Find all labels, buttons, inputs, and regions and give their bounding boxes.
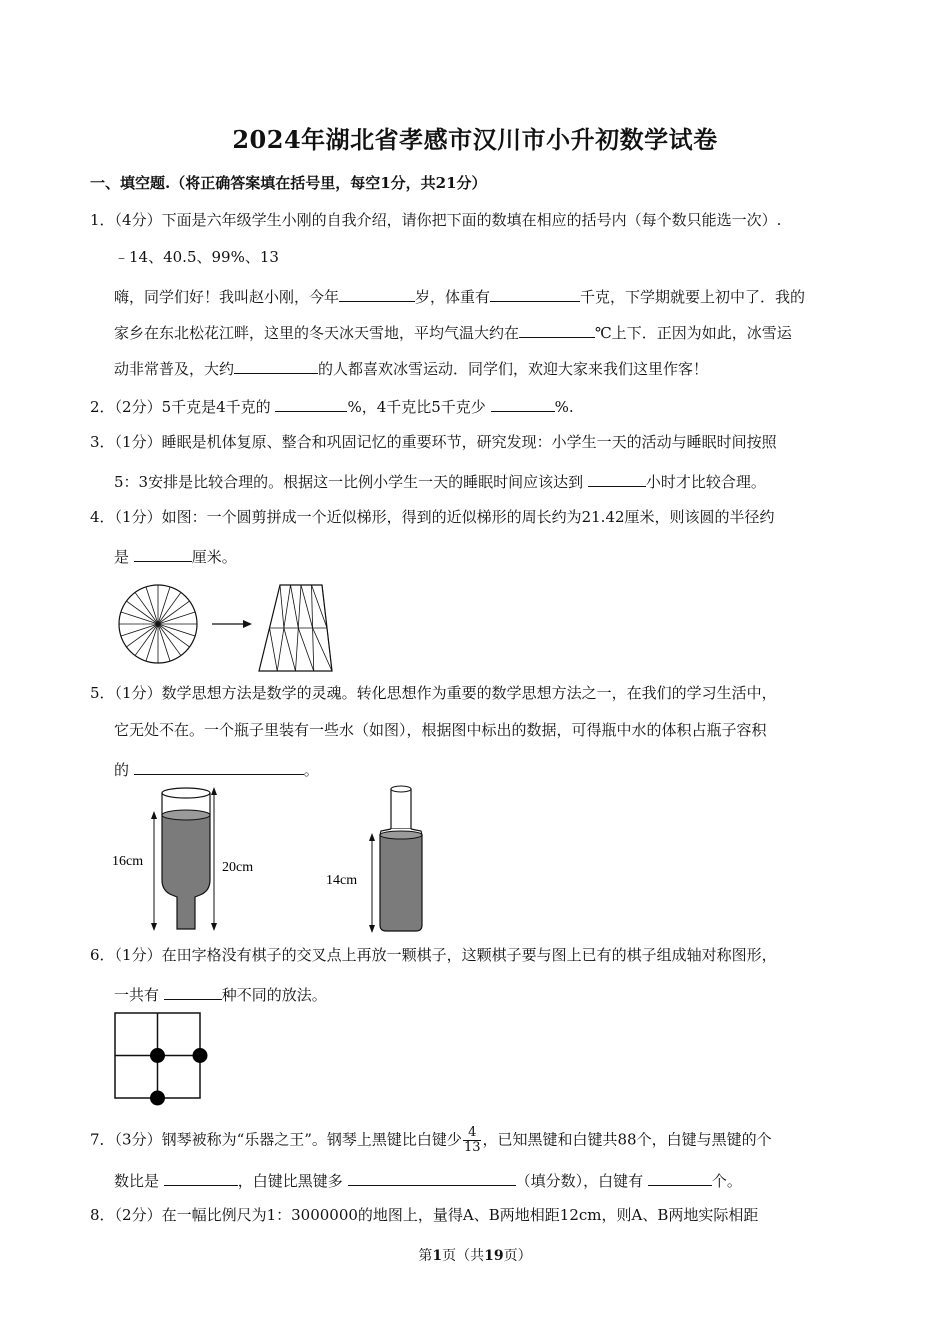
- answer-blank[interactable]: [588, 469, 646, 487]
- q3-line-1: 3．（1分）睡眠是机体复原、整合和巩固记忆的重要环节，研究发现：小学生一天的活动与睡眠时间按照: [90, 433, 777, 451]
- circle-spoke: [121, 624, 158, 636]
- text: 的人都喜欢冰雪运动．同学们，欢迎大家来我们这里作客！: [318, 360, 709, 378]
- answer-blank[interactable]: [490, 284, 580, 302]
- left-bottle-rim: [162, 788, 210, 798]
- answer-blank[interactable]: [164, 1168, 238, 1186]
- q1-stem: 1．（4分）下面是六年级学生小刚的自我介绍，请你把下面的数填在相应的括号内（每个数只能选一次）.: [90, 211, 782, 229]
- right-water-surface: [380, 831, 422, 839]
- triangle-edge: [291, 585, 299, 628]
- label-14cm: 14cm: [326, 873, 358, 888]
- triangle-edge: [277, 628, 284, 671]
- answer-blank[interactable]: [275, 394, 347, 412]
- q5-figure: [110, 785, 430, 935]
- triangle-edge: [298, 628, 313, 671]
- text: %.: [554, 398, 574, 416]
- circle-spoke: [158, 587, 170, 624]
- text: 动非常普及，大约: [114, 360, 235, 378]
- left-bottle-water: [162, 815, 210, 929]
- q8-line-1: 8．（2分）在一幅比例尺为1：3000000的地图上，量得A、B两地相距12cm，则A、B两地实际相距: [90, 1206, 759, 1224]
- circle-spoke: [146, 624, 158, 661]
- answer-blank[interactable]: [491, 394, 555, 412]
- circle-spoke: [146, 587, 158, 624]
- circle-spoke: [121, 612, 158, 624]
- right-bottle-cap: [391, 786, 411, 792]
- q5-line-3: [114, 757, 319, 780]
- dimension-arrow: [369, 925, 375, 933]
- answer-blank[interactable]: [134, 544, 192, 562]
- text: 页（共: [442, 1248, 485, 1264]
- text: 的: [114, 761, 134, 779]
- triangle-edge: [312, 585, 313, 628]
- q4-figure: [112, 585, 362, 685]
- page-number: 1: [432, 1248, 443, 1264]
- circle-spoke: [158, 592, 181, 624]
- text: %，4千克比5千克少: [347, 398, 491, 416]
- text: 数比是: [114, 1172, 164, 1190]
- triangle-edge: [313, 628, 314, 671]
- arrow-head: [243, 620, 252, 628]
- q2-line: [90, 394, 574, 417]
- q5-line-1: 5．（1分）数学思想方法是数学的灵魂。转化思想作为重要的数学思想方法之一，在我们的学习生活中，: [90, 684, 777, 702]
- triangle-edge: [280, 585, 284, 628]
- answer-blank[interactable]: [348, 1168, 516, 1186]
- total-pages: 19: [484, 1248, 504, 1264]
- text: 家乡在东北松花江畔，这里的冬天冰天雪地，平均气温大约在: [114, 324, 520, 342]
- circle-spoke: [158, 624, 181, 656]
- q3-line-2: [114, 469, 766, 492]
- right-bottle-water: [380, 835, 422, 931]
- fraction-4-13: [463, 1126, 482, 1155]
- left-water-surface: [162, 810, 210, 820]
- circle-spoke: [158, 624, 170, 661]
- triangle-edge: [270, 628, 278, 671]
- page-title: 2024年湖北省孝感市汉川市小升初数学试卷: [232, 125, 718, 154]
- text: ，白键比黑键多: [237, 1172, 348, 1190]
- answer-blank[interactable]: [519, 320, 595, 338]
- answer-blank[interactable]: [648, 1168, 712, 1186]
- page-footer: [0, 1245, 950, 1265]
- triangle-edge: [296, 628, 299, 671]
- q1-numbers: ﹣14、40.5、99%、13: [114, 248, 279, 266]
- dimension-arrow: [369, 833, 375, 841]
- text: 千克，下学期就要上初中了．我的: [580, 288, 806, 306]
- text: 第: [418, 1248, 433, 1264]
- text: 种不同的放法。: [221, 986, 327, 1004]
- chess-piece: [193, 1048, 208, 1063]
- label-16cm: 16cm: [112, 854, 144, 869]
- answer-blank[interactable]: [234, 356, 318, 374]
- text: 小时才比较合理。: [645, 473, 766, 491]
- text: 5：3安排是比较合理的。根据这一比例小学生一天的睡眠时间应该达到: [114, 473, 588, 491]
- right-bottle-neck: [391, 789, 411, 829]
- section-heading: 一、填空题.（将正确答案填在括号里，每空1分，共21分）: [90, 174, 487, 192]
- text: 2．（2分）5千克是4千克的: [90, 398, 276, 416]
- chess-piece: [150, 1048, 165, 1063]
- text: 是: [114, 548, 134, 566]
- text: 页）: [503, 1248, 532, 1264]
- triangle-edge: [284, 628, 296, 671]
- triangle-edge: [301, 585, 313, 628]
- label-20cm: 20cm: [222, 860, 254, 875]
- text: ℃上下．正因为如此，冰雪运: [595, 324, 792, 342]
- q1-line-1: [114, 284, 805, 307]
- text: ，已知黑键和白键共88个，白键与黑键的个: [482, 1130, 772, 1149]
- answer-blank[interactable]: [339, 284, 415, 302]
- circle-spoke: [158, 624, 190, 647]
- circle-spoke: [158, 601, 190, 624]
- text: 7．（3分）钢琴被称为“乐器之王”。钢琴上黑键比白键少: [90, 1130, 462, 1149]
- answer-blank[interactable]: [134, 757, 304, 775]
- text: 。: [303, 761, 319, 779]
- circle-spoke: [126, 601, 158, 624]
- text: 个。: [711, 1172, 742, 1190]
- q4-line-2: [114, 544, 237, 567]
- fraction-denominator: 13: [463, 1140, 481, 1155]
- text: （填分数），白键有: [515, 1172, 648, 1190]
- q7-line-1: [90, 1126, 772, 1155]
- q4-line-1: 4．（1分）如图：一个圆剪拼成一个近似梯形，得到的近似梯形的周长约为21.42厘米，则该圆的半径约: [90, 508, 775, 526]
- q5-line-2: 它无处不在。一个瓶子里装有一些水（如图），根据图中标出的数据，可得瓶中水的体积占瓶子容积: [114, 721, 767, 739]
- fraction-numerator: 4: [463, 1126, 482, 1141]
- circle-spoke: [135, 624, 158, 656]
- circle-spoke: [126, 624, 158, 647]
- triangle-edge: [298, 585, 301, 628]
- circle-spoke: [135, 592, 158, 624]
- triangle-edge: [284, 585, 291, 628]
- circle-spoke: [158, 624, 195, 636]
- circle-spoke: [158, 612, 195, 624]
- q7-line-2: [114, 1168, 742, 1191]
- dimension-arrow: [151, 923, 157, 931]
- text: 嗨，同学们好！我叫赵小刚，今年: [114, 288, 340, 306]
- text: 岁，体重有: [415, 288, 491, 306]
- text: 厘米。: [191, 548, 237, 566]
- q1-line-2: [114, 320, 792, 343]
- text: 一共有: [114, 986, 164, 1004]
- q1-line-3: [114, 356, 708, 379]
- dimension-arrow: [211, 787, 217, 795]
- answer-blank[interactable]: [164, 982, 222, 1000]
- q6-line-1: 6．（1分）在田字格没有棋子的交叉点上再放一颗棋子，这颗棋子要与图上已有的棋子组成轴对称图形，: [90, 946, 777, 964]
- dimension-arrow: [211, 923, 217, 931]
- q6-line-2: [114, 982, 327, 1005]
- q6-figure: [112, 1010, 212, 1110]
- dimension-arrow: [151, 811, 157, 819]
- chess-piece: [150, 1091, 165, 1106]
